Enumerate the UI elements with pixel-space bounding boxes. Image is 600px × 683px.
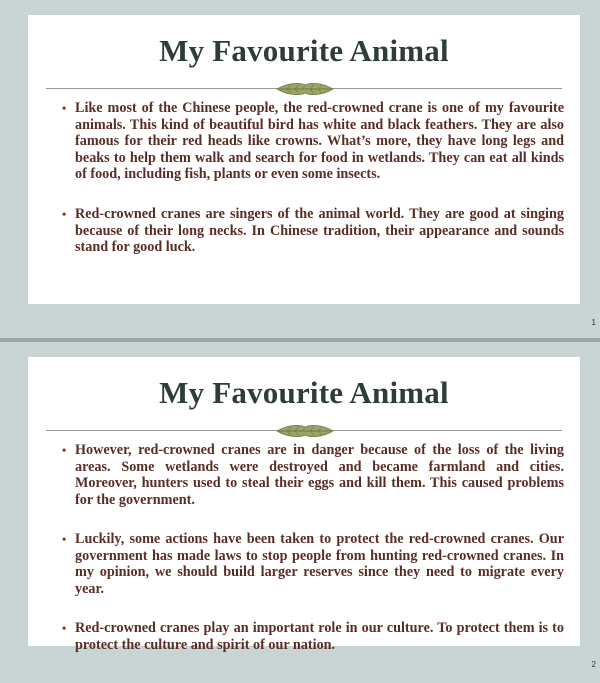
page-number: 1 — [591, 318, 596, 327]
bullet-dot-icon: • — [62, 621, 67, 635]
slide-page-1 — [0, 0, 600, 340]
leaf-ornament-icon — [275, 423, 335, 439]
bullet-text: Red-crowned cranes play an important role in our culture. To protect them is to protect the culture and spirit of our nation. — [75, 620, 564, 653]
slide-title: My Favourite Animal — [159, 375, 449, 410]
bullet-item — [62, 442, 564, 508]
bullet-dot-icon: • — [62, 532, 67, 546]
slide-title: My Favourite Animal — [159, 33, 449, 68]
bullet-text: However, red-crowned cranes are in danger because of the loss of the living areas. Some wetlands were destroyed and became farmland and cities. Moreover, hunters used to steal their eggs and kill them. This caused problems for the government. — [75, 442, 564, 508]
bullet-item — [62, 206, 564, 256]
bullet-dot-icon: • — [62, 443, 67, 457]
bullet-text: Like most of the Chinese people, the red-crowned crane is one of my favourite animals. This kind of beautiful bird has white and black feathers. They are also famous for their red heads like crowns. What’s more, they have long legs and beaks to help them walk and search for food in wetlands. They can eat all kinds of food, including fish, plants or even some insects. — [75, 100, 564, 183]
bullet-dot-icon: • — [62, 207, 67, 221]
slide-2 — [28, 357, 580, 653]
leaf-ornament-icon — [275, 81, 335, 97]
bullet-item — [62, 100, 564, 183]
page-number: 2 — [591, 660, 596, 669]
bullet-text: Red-crowned cranes are singers of the animal world. They are good at singing because of their long necks. In Chinese tradition, their appearance and sounds stand for good luck. — [75, 206, 564, 256]
bullet-dot-icon: • — [62, 101, 67, 115]
slide-1 — [28, 15, 580, 304]
slide-page-2 — [0, 342, 600, 683]
bullet-text: Luckily, some actions have been taken to protect the red-crowned cranes. Our government has made laws to stop people from hunting red-crowned cranes. In my opinion, we should build larger reserves since they need to migrate every year. — [75, 531, 564, 597]
bullet-item — [62, 620, 564, 653]
bullet-item — [62, 531, 564, 597]
